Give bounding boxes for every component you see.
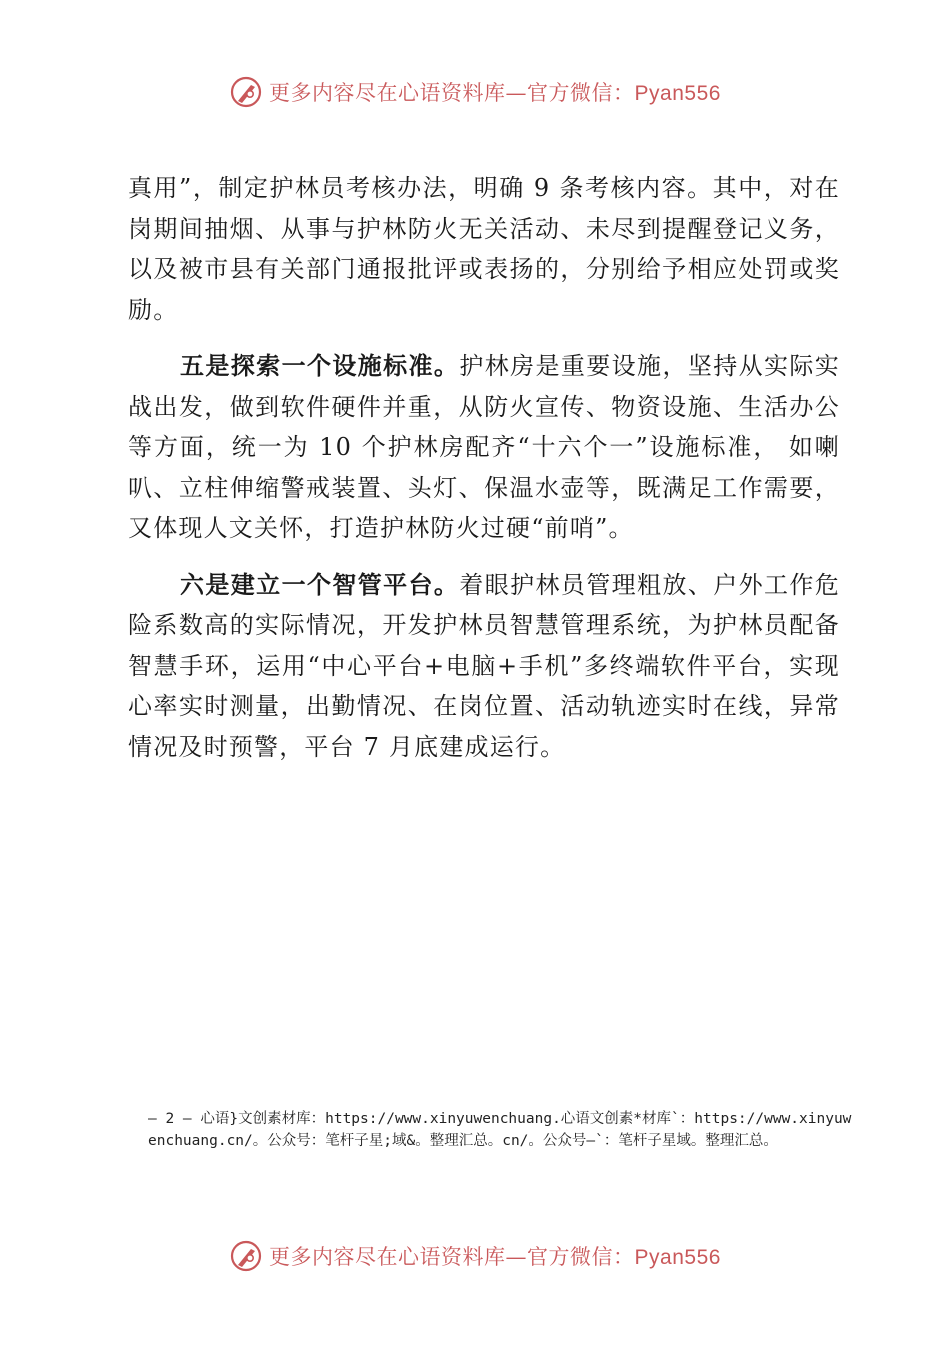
header-banner: [0, 72, 950, 112]
pen-nib-logo-icon: [229, 75, 263, 109]
paragraph-3-heading: 六是建立一个智管平台。: [180, 570, 460, 599]
paragraph-2-text: 护林房是重要设施，坚持从实际实战出发，做到软件硬件并重，从防火宣传、物资设施、生活办公等方面，统一为 10 个护林房配齐“十六个一”设施标准， 如喇叭、立柱伸缩警戒装置、头灯、保温水壶等，既满足工作需要，又体现人文关怀，打造护林防火过硬“前哨”。: [128, 352, 840, 542]
footer-wechat-id: Pyan556: [634, 1246, 721, 1269]
page-footnote: — 2 — 心语}文创素材库：https://www.xinyuwenchuang.心语文创素*材库`：https://www.xinyuwenchuang.cn/。公众号：笔杆子星;域&。整理汇总。cn/。公众号—`：笔杆子星域。整理汇总。: [148, 1111, 852, 1149]
paragraph-3-text: 着眼护林员管理粗放、户外工作危险系数高的实际情况，开发护林员智慧管理系统，为护林员配备智慧手环，运用“中心平台+电脑+手机”多终端软件平台，实现心率实时测量，出勤情况、在岗位置、活动轨迹实时在线，异常情况及时预警，平台 7 月底建成运行。: [128, 570, 840, 761]
document-body: [128, 168, 840, 783]
paragraph-1: [128, 168, 840, 330]
footer-banner-text: 更多内容尽在心语资料库—官方微信：Pyan556: [269, 1245, 721, 1269]
footer-banner: [0, 1236, 950, 1276]
pen-nib-logo-icon: [229, 1239, 263, 1273]
paragraph-3: [128, 565, 840, 768]
header-banner-text: 更多内容尽在心语资料库—官方微信：Pyan556: [269, 81, 721, 105]
paragraph-2-heading: 五是探索一个设施标准。: [180, 352, 460, 380]
paragraph-1-text: 真用”，制定护林员考核办法，明确 9 条考核内容。其中，对在岗期间抽烟、从事与护林防火无关活动、未尽到提醒登记义务，以及被市县有关部门通报批评或表扬的，分别给予相应处罚或奖励。: [128, 174, 840, 324]
wechat-id: Pyan556: [634, 82, 721, 105]
paragraph-2: [128, 346, 840, 549]
